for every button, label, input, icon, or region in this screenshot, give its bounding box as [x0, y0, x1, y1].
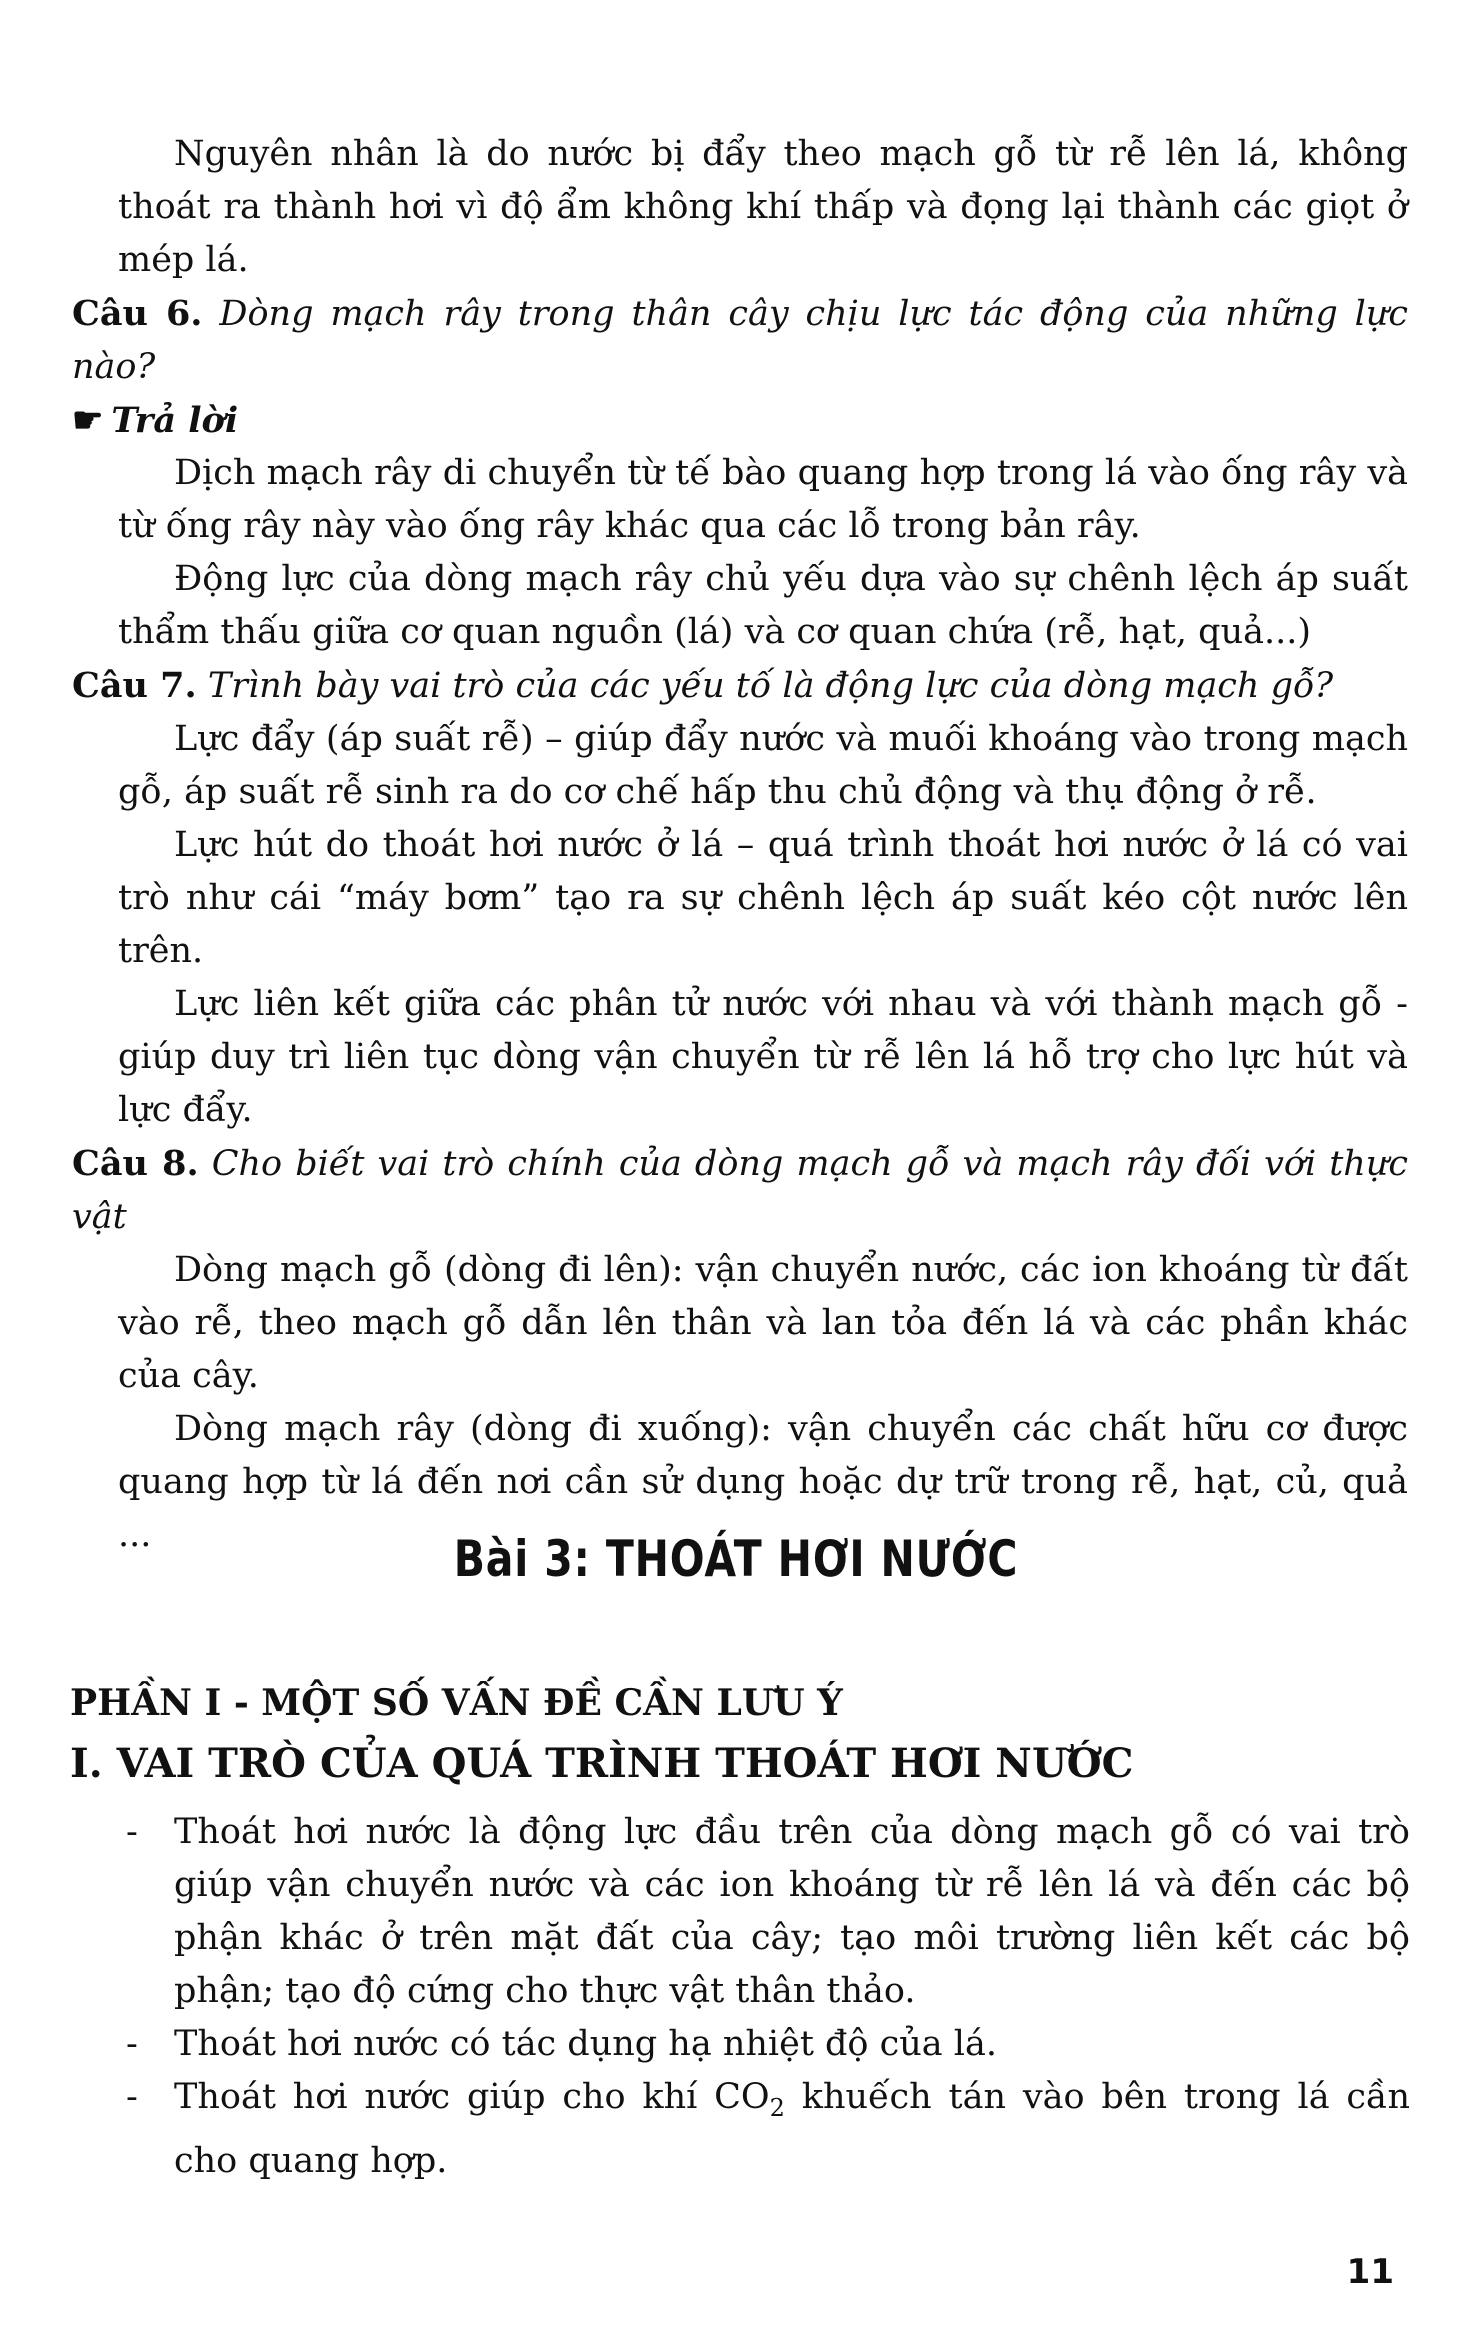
question-6-paragraph-1: Dịch mạch rây di chuyển từ tế bào quang hợp trong lá vào ống rây và từ ống rây này vào ống rây khác qua các lỗ trong bản rây. — [118, 453, 1408, 546]
bullet-text-2: Thoát hơi nước có tác dụng hạ nhiệt độ của lá. — [174, 2024, 997, 2064]
list-item — [120, 2018, 1410, 2071]
answer-tag-label: Trả lời — [111, 400, 239, 441]
page-number: 11 — [1346, 2252, 1394, 2292]
bullet-dash: - — [126, 1812, 138, 1852]
question-6-text: Dòng mạch rây trong thân cây chịu lực tác động của những lực nào? — [72, 294, 1408, 387]
list-item — [120, 2071, 1410, 2188]
question-6-label: Câu 6. — [72, 293, 203, 334]
intro-paragraph: Nguyên nhân là do nước bị đẩy theo mạch gỗ từ rễ lên lá, không thoát ra thành hơi vì độ ẩm không khí thấp và đọng lại thành các giọt ở mép lá. — [118, 134, 1408, 280]
bullet-list — [120, 1806, 1410, 2188]
question-7-paragraph-1: Lực đẩy (áp suất rễ) – giúp đẩy nước và muối khoáng vào trong mạch gỗ, áp suất rễ sinh ra do cơ chế hấp thu chủ động và thụ động ở rễ. — [118, 719, 1408, 812]
question-7-paragraph-3: Lực liên kết giữa các phân tử nước với nhau và với thành mạch gỗ - giúp duy trì liên tục dòng vận chuyển từ rễ lên lá hỗ trợ cho lực hút và lực đẩy. — [118, 984, 1408, 1130]
bullet-text-3-end: khuếch tán vào bên trong lá cần cho quang hợp. — [174, 2077, 1411, 2181]
bullet-text-3-start: Thoát hơi nước giúp cho khí CO — [174, 2077, 770, 2117]
question-8-text: Cho biết vai trò chính của dòng mạch gỗ và mạch rây đối với thực vật — [72, 1144, 1408, 1237]
question-6 — [72, 287, 1408, 394]
upper-text-block — [72, 128, 1408, 1562]
answer-tag — [72, 394, 1408, 447]
pointing-hand-icon: ☛ — [72, 400, 104, 441]
lesson-title: Bài 3: THOÁT HƠI NƯỚC — [453, 1530, 1019, 1588]
question-7-paragraph-2: Lực hút do thoát hơi nước ở lá – quá trình thoát hơi nước ở lá có vai trò như cái “máy bơm” tạo ra sự chênh lệch áp suất kéo cột nước lên trên. — [118, 825, 1408, 971]
question-6-paragraph-2: Động lực của dòng mạch rây chủ yếu dựa vào sự chênh lệch áp suất thẩm thấu giữa cơ quan nguồn (lá) và cơ quan chứa (rễ, hạt, quả...) — [118, 559, 1408, 652]
bullet-dash: - — [126, 2024, 138, 2064]
list-item — [120, 1806, 1410, 2018]
question-8 — [72, 1137, 1408, 1244]
bullet-dash: - — [126, 2077, 138, 2117]
question-8-paragraph-1: Dòng mạch gỗ (dòng đi lên): vận chuyển nước, các ion khoáng từ đất vào rễ, theo mạch gỗ dẫn lên thân và lan tỏa đến lá và các phần khác của cây. — [118, 1250, 1408, 1396]
co2-subscript: 2 — [769, 2094, 785, 2122]
question-8-paragraph-2: Dòng mạch rây (dòng đi xuống): vận chuyển các chất hữu cơ được quang hợp từ lá đến nơi cần sử dụng hoặc dự trữ trong rễ, hạt, củ, quả ... — [118, 1409, 1408, 1555]
question-7-label: Câu 7. — [72, 665, 197, 706]
question-7 — [72, 659, 1408, 713]
bullet-text-1: Thoát hơi nước là động lực đầu trên của dòng mạch gỗ có vai trò giúp vận chuyển nước và các ion khoáng từ rễ lên lá và đến các bộ phận khác ở trên mặt đất của cây; tạo môi trường liên kết các bộ phận; tạo độ cứng cho thực vật thân thảo. — [174, 1812, 1410, 2011]
question-8-label: Câu 8. — [72, 1143, 199, 1184]
part-heading: PHẦN I - MỘT SỐ VẤN ĐỀ CẦN LƯU Ý — [70, 1682, 843, 1724]
section-heading: I. VAI TRÒ CỦA QUÁ TRÌNH THOÁT HƠI NƯỚC — [70, 1740, 1134, 1787]
question-7-text: Trình bày vai trò của các yếu tố là động lực của dòng mạch gỗ? — [207, 666, 1334, 706]
